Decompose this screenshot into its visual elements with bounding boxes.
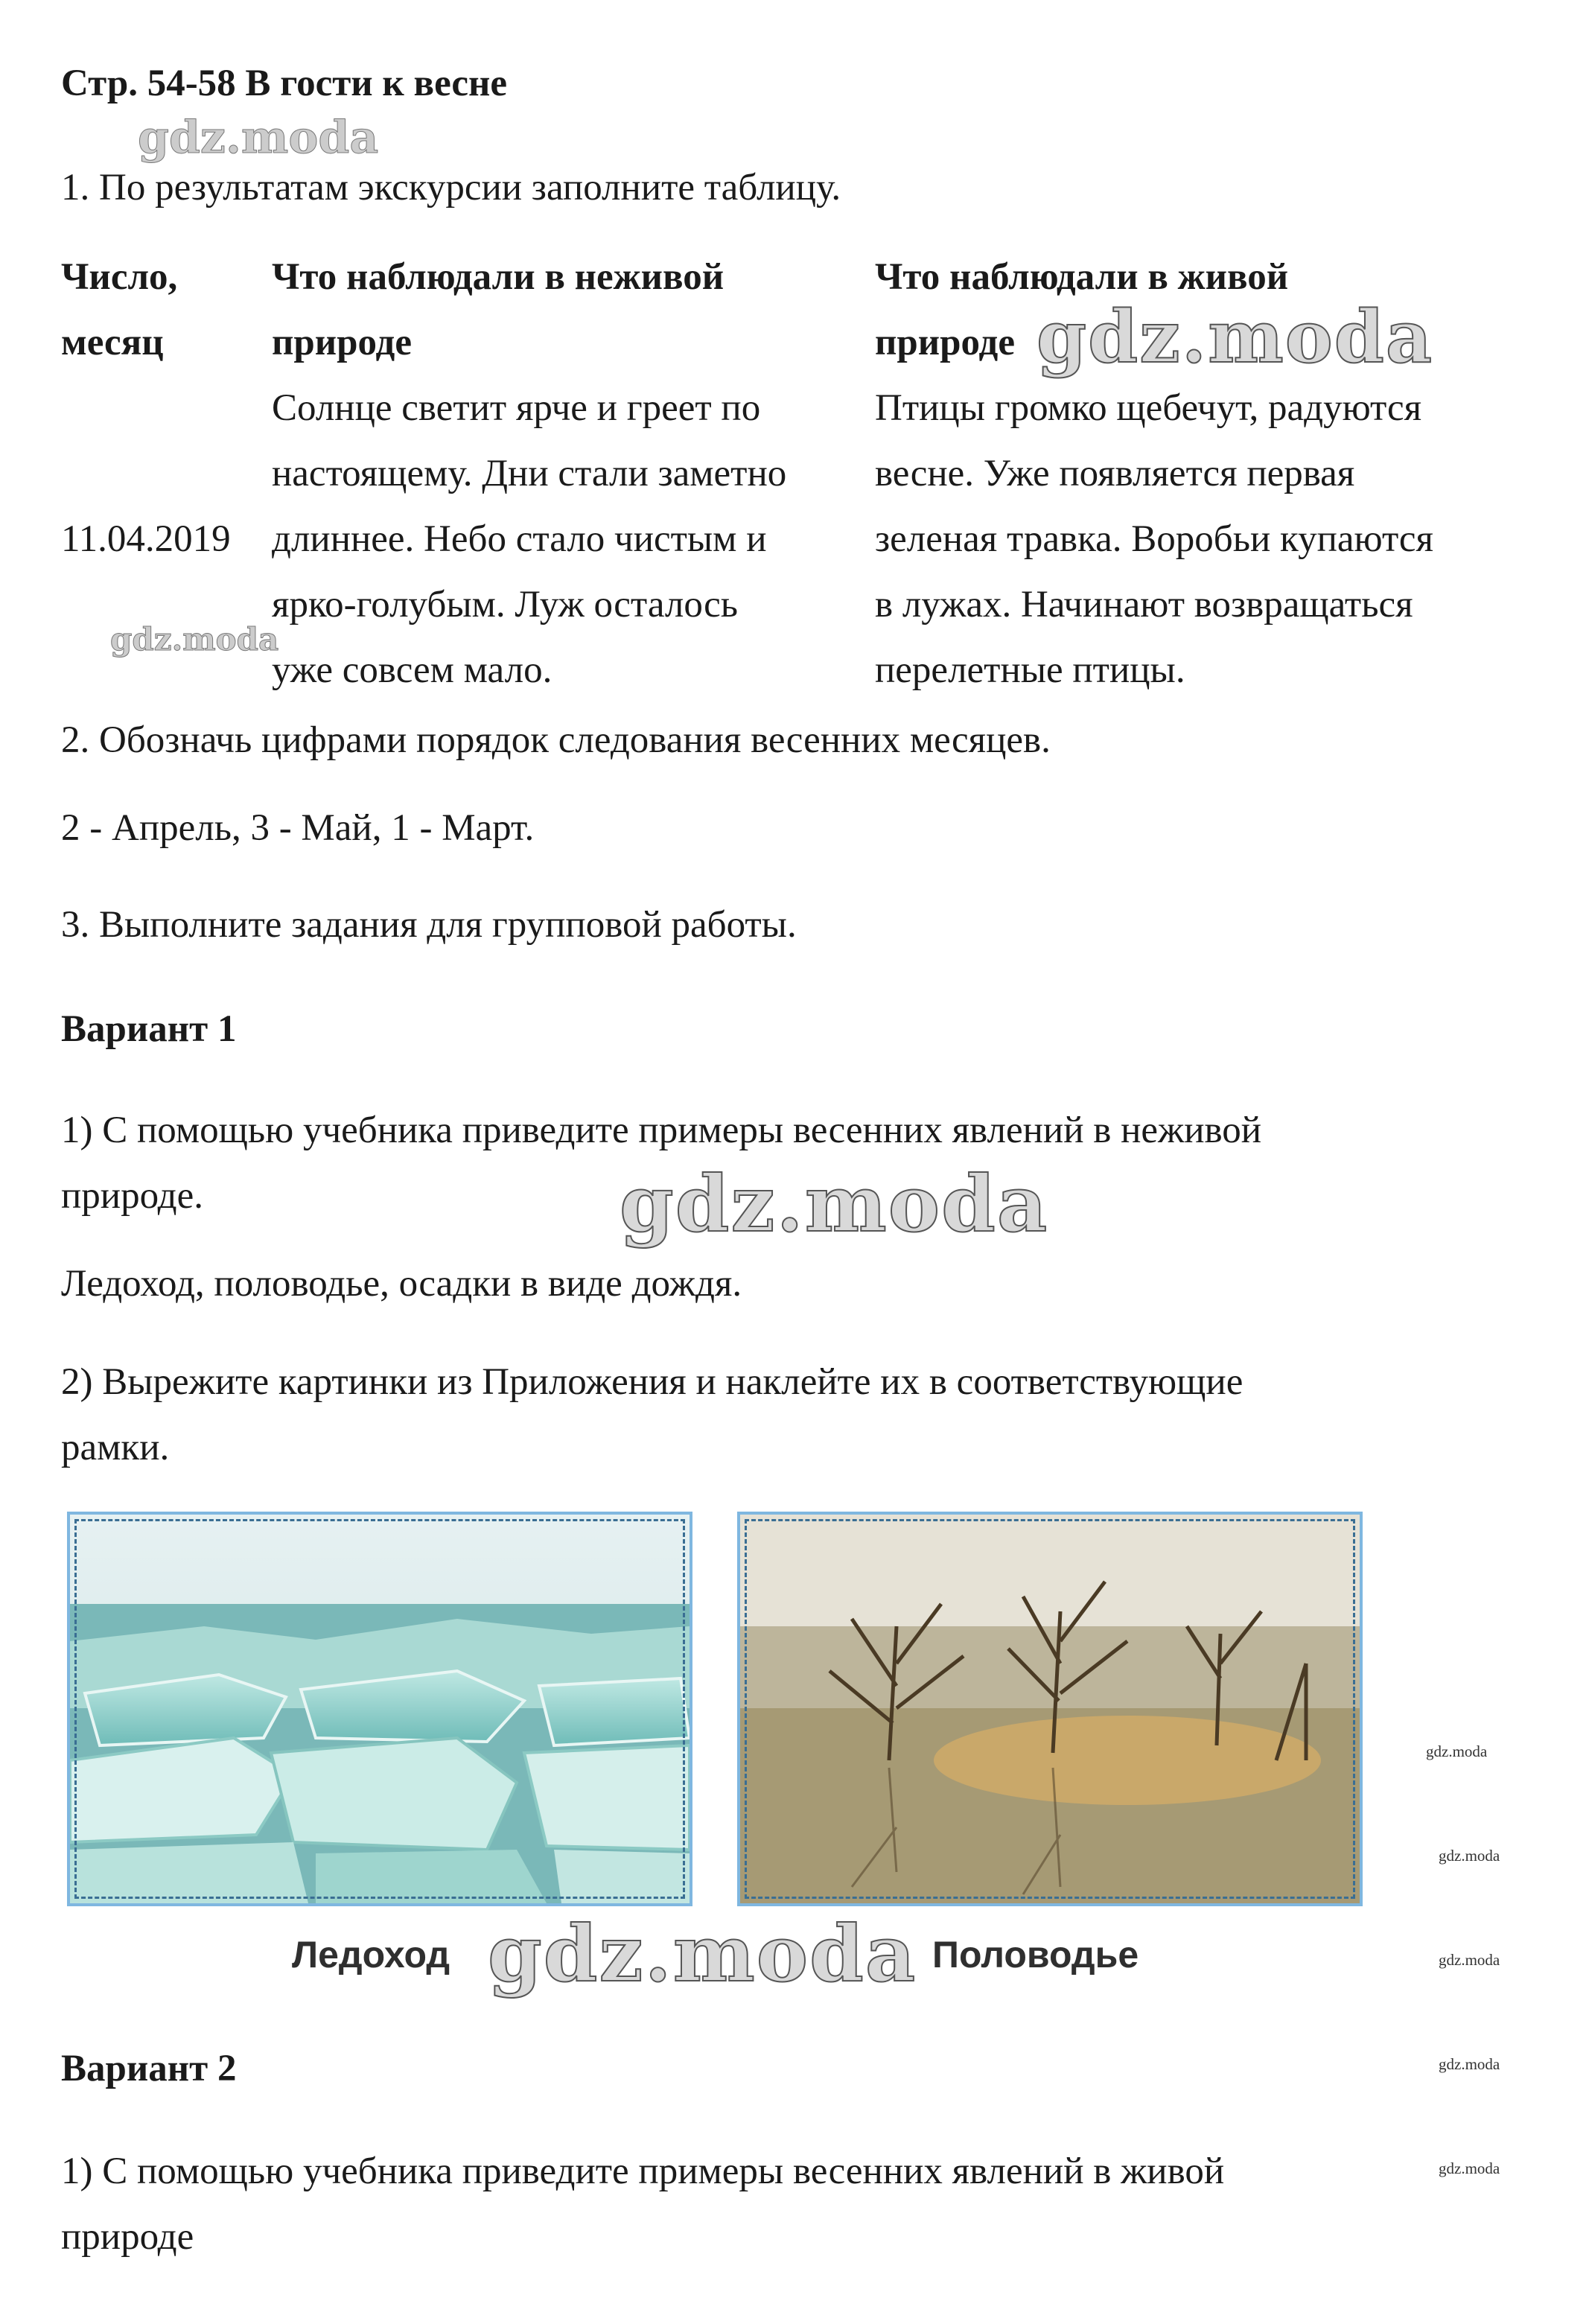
table-header-nonliving: Что наблюдали в неживой природе [272,256,725,363]
task3-text: 3. Выполните задания для групповой работы. [61,904,797,946]
variant1-title: Вариант 1 [61,1008,237,1050]
watermark-small: gdz.moda [1439,2159,1500,2177]
watermark-small: gdz.moda [1426,1742,1488,1760]
table-cell-nonliving: Солнце светит ярче и греет по настоящему. Дни стали заметно длиннее. Небо стало чистым и ярко-голубым. Луж осталось уже совсем мало. [272,387,787,691]
table-cell-date: 11.04.2019 [61,518,231,560]
variant2-question1: 1) С помощью учебника приведите примеры весенних явлений в живой природе [61,2151,1225,2258]
table-header-date: Число, месяц [61,256,178,363]
watermark: gdz.moda [138,112,379,164]
watermark-small: gdz.moda [1439,2055,1500,2073]
task2-text: 2. Обозначь цифрами порядок следования весенних месяцев. [61,719,1051,761]
table-cell-living: Птицы громко щебечут, радуются весне. Уже появляется первая зеленая травка. Воробьи купаются в лужах. Начинают возвращаться перелетные птицы. [875,387,1433,691]
variant1-question1: 1) С помощью учебника приведите примеры весенних явлений в неживой природе. [61,1110,1262,1217]
ice-drift-photo [67,1512,692,1906]
watermark: gdz.moda [620,1158,1049,1249]
task1-text: 1. По результатам экскурсии заполните таблицу. [61,167,841,208]
table-header-living: Что наблюдали в живой природе [875,256,1289,363]
task2-answer: 2 - Апрель, 3 - Май, 1 - Март. [61,807,535,849]
watermark: gdz.moda [488,1908,917,1999]
spring-flood-photo [737,1512,1363,1906]
watermark: gdz.moda [1036,295,1434,379]
variant1-question2: 2) Вырежите картинки из Приложения и наклейте их в соответствующие рамки. [61,1361,1244,1468]
ice-drift-caption: Ледоход [292,1934,450,1976]
variant2-title: Вариант 2 [61,2048,237,2089]
watermark-small: gdz.moda [1439,1847,1500,1865]
watermark: gdz.moda [110,621,279,658]
spring-flood-caption: Половодье [932,1934,1139,1976]
variant1-answer1: Ледоход, половодье, осадки в виде дождя. [61,1263,742,1305]
watermark-small: gdz.moda [1439,1951,1500,1969]
page-title: Стр. 54-58 В гости к весне [61,63,508,104]
